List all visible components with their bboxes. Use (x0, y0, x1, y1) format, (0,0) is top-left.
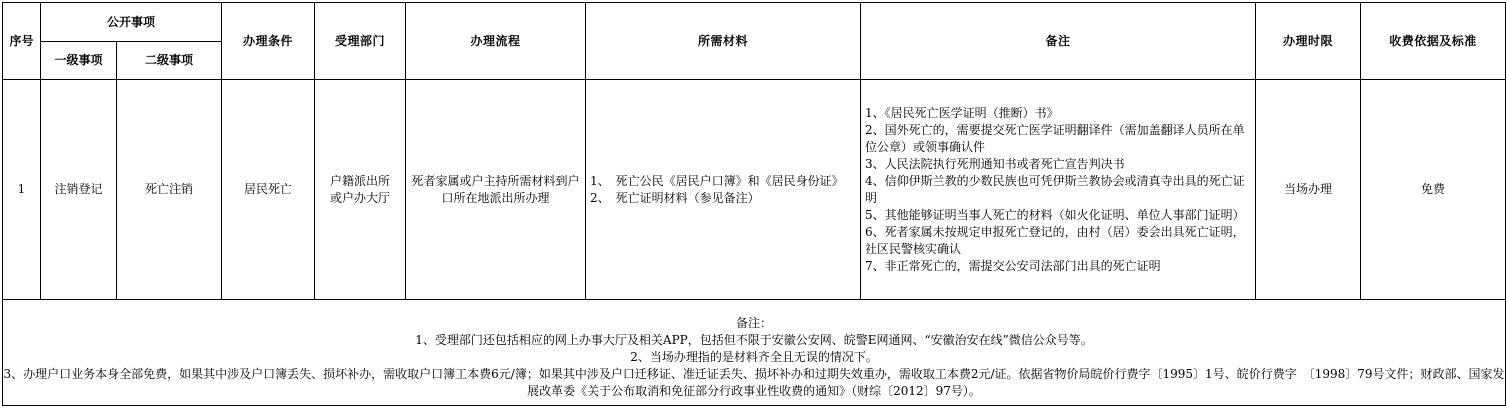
cell-remarks (861, 80, 1256, 300)
header-conditions: 办理条件 (222, 3, 315, 80)
header-level1: 一级事项 (41, 42, 117, 80)
header-seq: 序号 (3, 3, 41, 80)
footer-line: 1、受理部门还包括相应的网上办事大厅及相关APP，包括但不限于安徽公安网、皖警E网通网、“安徽治安在线”微信公众号等。 (415, 333, 1093, 347)
header-row-1 (3, 3, 1506, 42)
materials-item: 1、 死亡公民《居民户口簿》和《居民身份证》 (590, 173, 844, 188)
cell-conditions: 居民死亡 (222, 80, 315, 300)
data-row (3, 80, 1506, 300)
cell-level2: 死亡注销 (117, 80, 222, 300)
footer-title: 备注： (736, 316, 773, 330)
cell-time-limit: 当场办理 (1256, 80, 1361, 300)
header-remarks: 备注 (861, 3, 1256, 80)
header-public-items: 公开事项 (41, 3, 222, 42)
cell-fee: 免费 (1361, 80, 1506, 300)
service-table (2, 2, 1506, 406)
cell-materials (586, 80, 861, 300)
header-level2: 二级事项 (117, 42, 222, 80)
header-materials: 所需材料 (586, 3, 861, 80)
header-process: 办理流程 (406, 3, 586, 80)
remarks-list (861, 105, 1255, 275)
footer-line: 2、当场办理指的是材料齐全且无误的情况下。 (630, 350, 878, 364)
remarks-item: 7、非正常死亡的，需提交公安司法部门出具的死亡证明 (865, 258, 1161, 273)
remarks-item: 1、《居民死亡医学证明（推断）书》 (865, 105, 1059, 120)
remarks-item: 6、死者家属未按规定申报死亡登记的，由村（居）委会出具死亡证明，社区民警核实确认 (865, 224, 1245, 256)
remarks-item: 5、其他能够证明当事人死亡的材料（如火化证明、单位人事部门证明） (865, 207, 1245, 222)
remarks-item: 3、人民法院执行死刑通知书或者死亡宣告判决书 (865, 156, 1125, 171)
cell-dept: 户籍派出所或户办大厅 (315, 80, 406, 300)
remarks-item: 2、国外死亡的，需要提交死亡医学证明翻译件（需加盖翻译人员所在单位公章）或领事确认件 (865, 122, 1245, 154)
cell-process: 死者家属或户主持所需材料到户口所在地派出所办理 (406, 80, 586, 300)
cell-seq: 1 (3, 80, 41, 300)
cell-level1: 注销登记 (41, 80, 117, 300)
materials-item: 2、 死亡证明材料（参见备注） (590, 190, 760, 205)
header-fee: 收费依据及标准 (1361, 3, 1506, 80)
materials-list (586, 173, 860, 207)
header-dept: 受理部门 (315, 3, 406, 80)
footer-row (3, 300, 1506, 406)
footer-notes (3, 300, 1506, 406)
header-time-limit: 办理时限 (1256, 3, 1361, 80)
footer-line: 3、办理户口业务本身全部免费，如果其中涉及户口簿丢失、损坏补办，需收取户口簿工本费6元/簿；如果其中涉及户口迁移证、准迁证丢失、损坏补办和过期失效重办，需收取工本费2元/证。依据省物价局皖价行费字〔1995〕1号、皖价行费字 〔1998〕79号文件；财政部、国家发展改革委《关于公布取消和免征部分行政事业性收费的通知》（财综〔2012〕97号）。 (3, 367, 1505, 398)
remarks-item: 4、信仰伊斯兰教的少数民族也可凭伊斯兰教协会或清真寺出具的死亡证明 (865, 173, 1245, 205)
